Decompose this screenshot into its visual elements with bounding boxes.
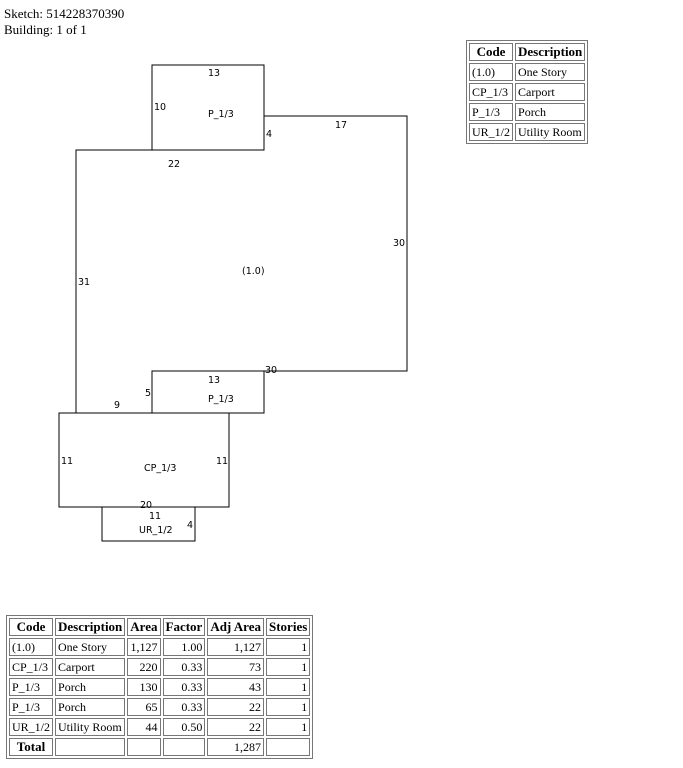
area-cell-factor: 0.33 <box>163 698 206 716</box>
area-cell-code: CP_1/3 <box>9 658 53 676</box>
area-cell-factor: 0.50 <box>163 718 206 736</box>
codes-header-code: Code <box>469 43 513 61</box>
dim-carport-11-right: 11 <box>216 456 229 467</box>
area-row <box>9 638 310 656</box>
area-cell-stories: 1 <box>266 718 310 736</box>
area-cell-factor: 1.00 <box>163 638 206 656</box>
dim-porch-bottom-5: 5 <box>145 388 152 399</box>
dim-porch-bottom-9: 9 <box>114 400 121 411</box>
codes-cell-description: Carport <box>515 83 585 101</box>
area-total-empty <box>266 738 310 756</box>
area-cell-description: Porch <box>55 698 125 716</box>
codes-cell-description: Porch <box>515 103 585 121</box>
area-cell-code: UR_1/2 <box>9 718 53 736</box>
dim-carport-11-left: 11 <box>61 456 74 467</box>
area-cell-adj-area: 1,127 <box>207 638 264 656</box>
label-utility-room: UR_1/2 <box>139 525 173 536</box>
sketch-line-porch-top-bottom <box>152 116 264 150</box>
label-porch-top: P_1/3 <box>208 109 234 120</box>
label-porch-bottom: P_1/3 <box>208 394 234 405</box>
codes-legend-table <box>466 40 588 144</box>
area-header-description: Description <box>55 618 125 636</box>
area-cell-description: Utility Room <box>55 718 125 736</box>
codes-cell-code: P_1/3 <box>469 103 513 121</box>
dim-porch-top-10: 10 <box>154 102 167 113</box>
area-row <box>9 718 310 736</box>
area-cell-factor: 0.33 <box>163 678 206 696</box>
area-cell-description: Carport <box>55 658 125 676</box>
area-cell-area: 130 <box>127 678 160 696</box>
dim-main-22: 22 <box>168 159 181 170</box>
area-header-area: Area <box>127 618 160 636</box>
area-cell-stories: 1 <box>266 678 310 696</box>
dim-main-30-bottom: 30 <box>265 365 278 376</box>
dim-main-30-right: 30 <box>393 238 406 249</box>
sketch-shape-main <box>76 65 407 413</box>
area-cell-code: P_1/3 <box>9 698 53 716</box>
area-cell-stories: 1 <box>266 698 310 716</box>
area-cell-factor: 0.33 <box>163 658 206 676</box>
codes-row <box>469 83 585 101</box>
area-cell-adj-area: 73 <box>207 658 264 676</box>
area-row <box>9 658 310 676</box>
area-total-empty <box>55 738 125 756</box>
dim-main-17: 17 <box>335 120 348 131</box>
area-cell-area: 1,127 <box>127 638 160 656</box>
codes-cell-code: (1.0) <box>469 63 513 81</box>
area-total-empty <box>127 738 160 756</box>
codes-cell-description: Utility Room <box>515 123 585 141</box>
area-cell-stories: 1 <box>266 638 310 656</box>
sketch-id: Sketch: 514228370390 <box>4 6 125 21</box>
dim-porch-top-4: 4 <box>266 129 273 140</box>
area-cell-area: 44 <box>127 718 160 736</box>
dim-porch-top-13: 13 <box>208 68 221 79</box>
area-total-label: Total <box>9 738 53 756</box>
area-cell-description: Porch <box>55 678 125 696</box>
dim-utility-11: 11 <box>149 511 162 522</box>
codes-cell-code: UR_1/2 <box>469 123 513 141</box>
area-cell-adj-area: 22 <box>207 698 264 716</box>
area-cell-adj-area: 22 <box>207 718 264 736</box>
area-cell-code: P_1/3 <box>9 678 53 696</box>
building-counter: Building: 1 of 1 <box>4 22 87 37</box>
codes-header-description: Description <box>515 43 585 61</box>
area-summary-table <box>6 615 313 759</box>
area-row <box>9 678 310 696</box>
dim-utility-4: 4 <box>187 520 194 531</box>
dim-porch-bottom-13: 13 <box>208 375 221 386</box>
sketch-shape-carport <box>59 413 229 507</box>
area-header-stories: Stories <box>266 618 310 636</box>
codes-row <box>469 63 585 81</box>
label-carport: CP_1/3 <box>144 463 177 474</box>
area-cell-area: 220 <box>127 658 160 676</box>
area-total-empty <box>163 738 206 756</box>
dim-carport-20: 20 <box>140 500 153 511</box>
area-cell-description: One Story <box>55 638 125 656</box>
area-header-adj-area: Adj Area <box>207 618 264 636</box>
codes-cell-description: One Story <box>515 63 585 81</box>
codes-cell-code: CP_1/3 <box>469 83 513 101</box>
area-cell-code: (1.0) <box>9 638 53 656</box>
area-cell-adj-area: 43 <box>207 678 264 696</box>
codes-row <box>469 103 585 121</box>
label-main: (1.0) <box>242 266 265 277</box>
area-total-adj-area: 1,287 <box>207 738 264 756</box>
area-row <box>9 698 310 716</box>
area-cell-area: 65 <box>127 698 160 716</box>
codes-row <box>469 123 585 141</box>
area-cell-stories: 1 <box>266 658 310 676</box>
area-header-factor: Factor <box>163 618 206 636</box>
area-total-row <box>9 738 310 756</box>
area-header-code: Code <box>9 618 53 636</box>
dim-main-31: 31 <box>78 277 91 288</box>
